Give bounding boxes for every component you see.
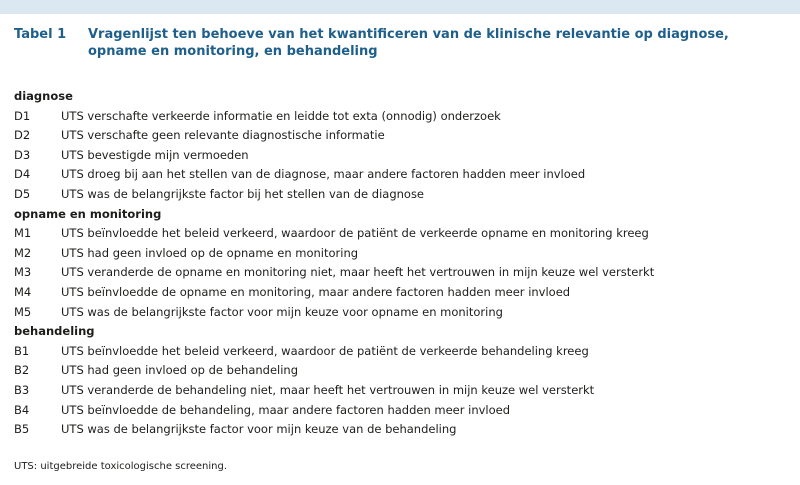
row-text: UTS verschafte verkeerde informatie en leidde tot exta (onnodig) onderzoek: [61, 108, 501, 123]
table-row: [14, 381, 786, 401]
row-text: UTS was de belangrijkste factor voor mijn keuze van de behandeling: [61, 422, 457, 437]
table-footnote: UTS: uitgebreide toxicologische screening.: [14, 461, 228, 472]
table-caption: [14, 26, 786, 60]
row-code: B4: [14, 402, 30, 417]
section-header-diagnose: diagnose: [14, 89, 73, 103]
table-row: [14, 165, 786, 185]
table-row: [14, 420, 786, 440]
table-row: [14, 401, 786, 421]
row-code: D5: [14, 186, 31, 201]
row-code: M5: [14, 304, 32, 319]
section-header-opname-en-monitoring: opname en monitoring: [14, 206, 162, 221]
row-code: M2: [14, 245, 32, 260]
row-text: UTS had geen invloed op de behandeling: [61, 363, 299, 378]
row-code: D4: [14, 167, 31, 182]
row-text: UTS was de belangrijkste factor bij het stellen van de diagnose: [61, 186, 425, 201]
table-number: Tabel 1: [14, 27, 67, 42]
table-row: [14, 342, 786, 362]
table-row: [14, 361, 786, 381]
row-text: UTS beïnvloedde de behandeling, maar andere factoren hadden meer invloed: [61, 402, 511, 417]
row-text: UTS veranderde de opname en monitoring niet, maar heeft het vertrouwen in mijn keuze wel versterkt: [61, 265, 655, 280]
table-row: [14, 303, 786, 323]
row-text: UTS veranderde de behandeling niet, maar heeft het vertrouwen in mijn keuze wel versterkt: [61, 382, 595, 397]
row-code: B2: [14, 363, 30, 378]
row-text: UTS had geen invloed op de opname en monitoring: [61, 245, 359, 260]
table-title: Vragenlijst ten behoeve van het kwantificeren van de klinische relevantie op diagnose, opname en monitoring, en behandeling: [88, 27, 729, 59]
row-text: UTS verschafte geen relevante diagnostische informatie: [61, 128, 385, 143]
row-text: UTS droeg bij aan het stellen van de diagnose, maar andere factoren hadden meer invloed: [61, 167, 586, 182]
row-code: D1: [14, 108, 31, 123]
table-row: [14, 146, 786, 166]
row-code: M4: [14, 284, 32, 299]
row-text: UTS bevestigde mijn vermoeden: [61, 147, 249, 162]
table-row: [14, 107, 786, 127]
row-text: UTS beïnvloedde de opname en monitoring, maar andere factoren hadden meer invloed: [61, 284, 571, 299]
table-row: [14, 283, 786, 303]
section-header-behandeling: behandeling: [14, 324, 95, 339]
row-code: M1: [14, 226, 32, 241]
row-code: M3: [14, 265, 32, 280]
row-text: UTS beïnvloedde het beleid verkeerd, waardoor de patiënt de verkeerde behandeling kreeg: [61, 343, 589, 358]
table-row: [14, 263, 786, 283]
table-row: [14, 224, 786, 244]
questionnaire-table: [14, 87, 786, 440]
row-code: B1: [14, 343, 30, 358]
row-code: B3: [14, 382, 30, 397]
row-code: B5: [14, 422, 30, 437]
row-text: UTS was de belangrijkste factor voor mijn keuze voor opname en monitoring: [61, 304, 503, 319]
row-code: D3: [14, 147, 31, 162]
table-row: [14, 244, 786, 264]
top-band: [0, 0, 800, 14]
table-row: [14, 185, 786, 205]
table-row: [14, 126, 786, 146]
row-text: UTS beïnvloedde het beleid verkeerd, waardoor de patiënt de verkeerde opname en monitoring kreeg: [61, 226, 649, 241]
row-code: D2: [14, 128, 31, 143]
